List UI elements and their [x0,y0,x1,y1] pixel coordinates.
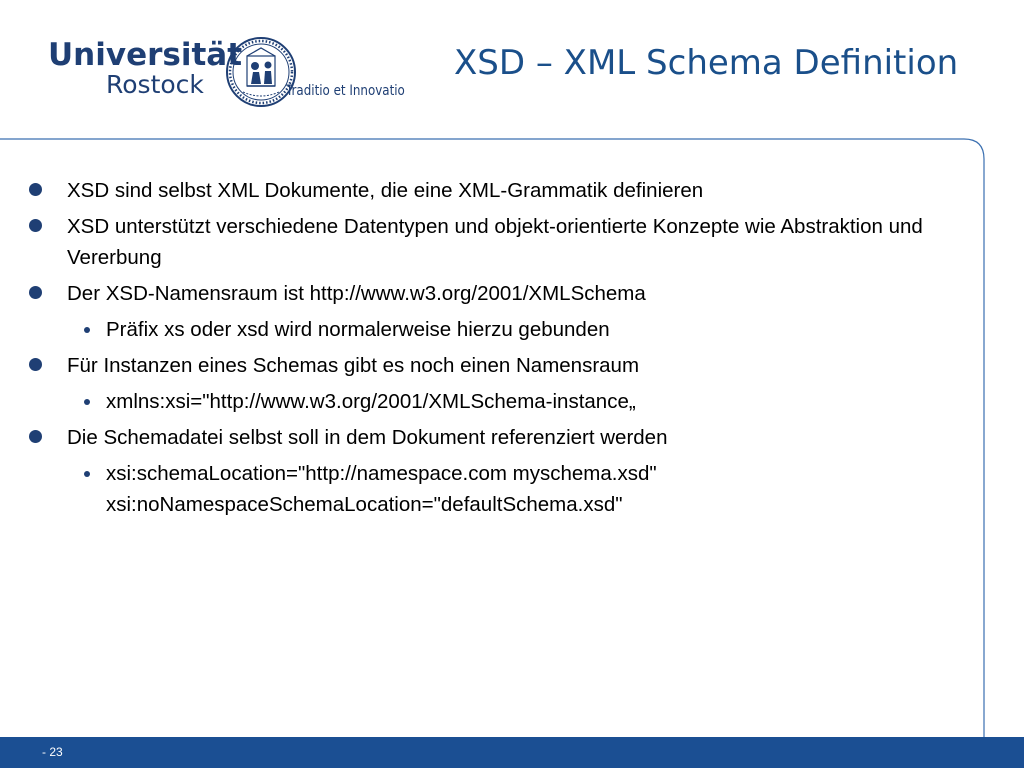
logo-motto-text: Traditio et Innovatio [286,83,405,99]
logo-university-text: Universität [48,37,243,73]
sub-bullet-text: Präfix xs oder xsd wird normalerweise hierzu gebunden [106,318,610,341]
bullet-item [28,175,968,206]
university-logo [48,36,418,110]
bullet-text: Für Instanzen eines Schemas gibt es noch einen Namensraum [67,354,640,377]
sub-bullet-text: xmlns:xsi="http://www.w3.org/2001/XMLSchema-instance„ [106,390,636,413]
bullet-dot-icon [29,219,42,232]
bullet-dot-icon [29,430,42,443]
bullet-text: Die Schemadatei selbst soll in dem Dokument referenziert werden [67,426,668,449]
bullet-item [28,422,968,453]
bullet-text: XSD unterstützt verschiedene Datentypen und objekt-orientierte Konzepte wie Abstraktion und Vererbung [67,215,923,269]
logo-city-text: Rostock [106,70,204,99]
bullet-list [28,175,968,525]
page-number: - 23 [42,745,63,759]
sub-bullet-dot-icon [84,327,90,333]
bullet-item [28,278,968,309]
sub-bullet-dot-icon [84,399,90,405]
sub-bullet-item [28,386,968,417]
slide-title: XSD – XML Schema Definition [454,43,959,83]
footer-bar [0,737,1024,768]
bullet-dot-icon [29,358,42,371]
bullet-dot-icon [29,286,42,299]
bullet-item [28,211,968,273]
bullet-dot-icon [29,183,42,196]
bullet-text: Der XSD-Namensraum ist http://www.w3.org/2001/XMLSchema [67,282,646,305]
sub-bullet-item [28,314,968,345]
sub-bullet-dot-icon [84,471,90,477]
bullet-text: XSD sind selbst XML Dokumente, die eine XML-Grammatik definieren [67,179,704,202]
bullet-item [28,350,968,381]
sub-bullet-text: xsi:schemaLocation="http://namespace.com myschema.xsd" xsi:noNamespaceSchemaLocation="defaultSchema.xsd" [106,462,657,516]
sub-bullet-item [28,458,968,520]
